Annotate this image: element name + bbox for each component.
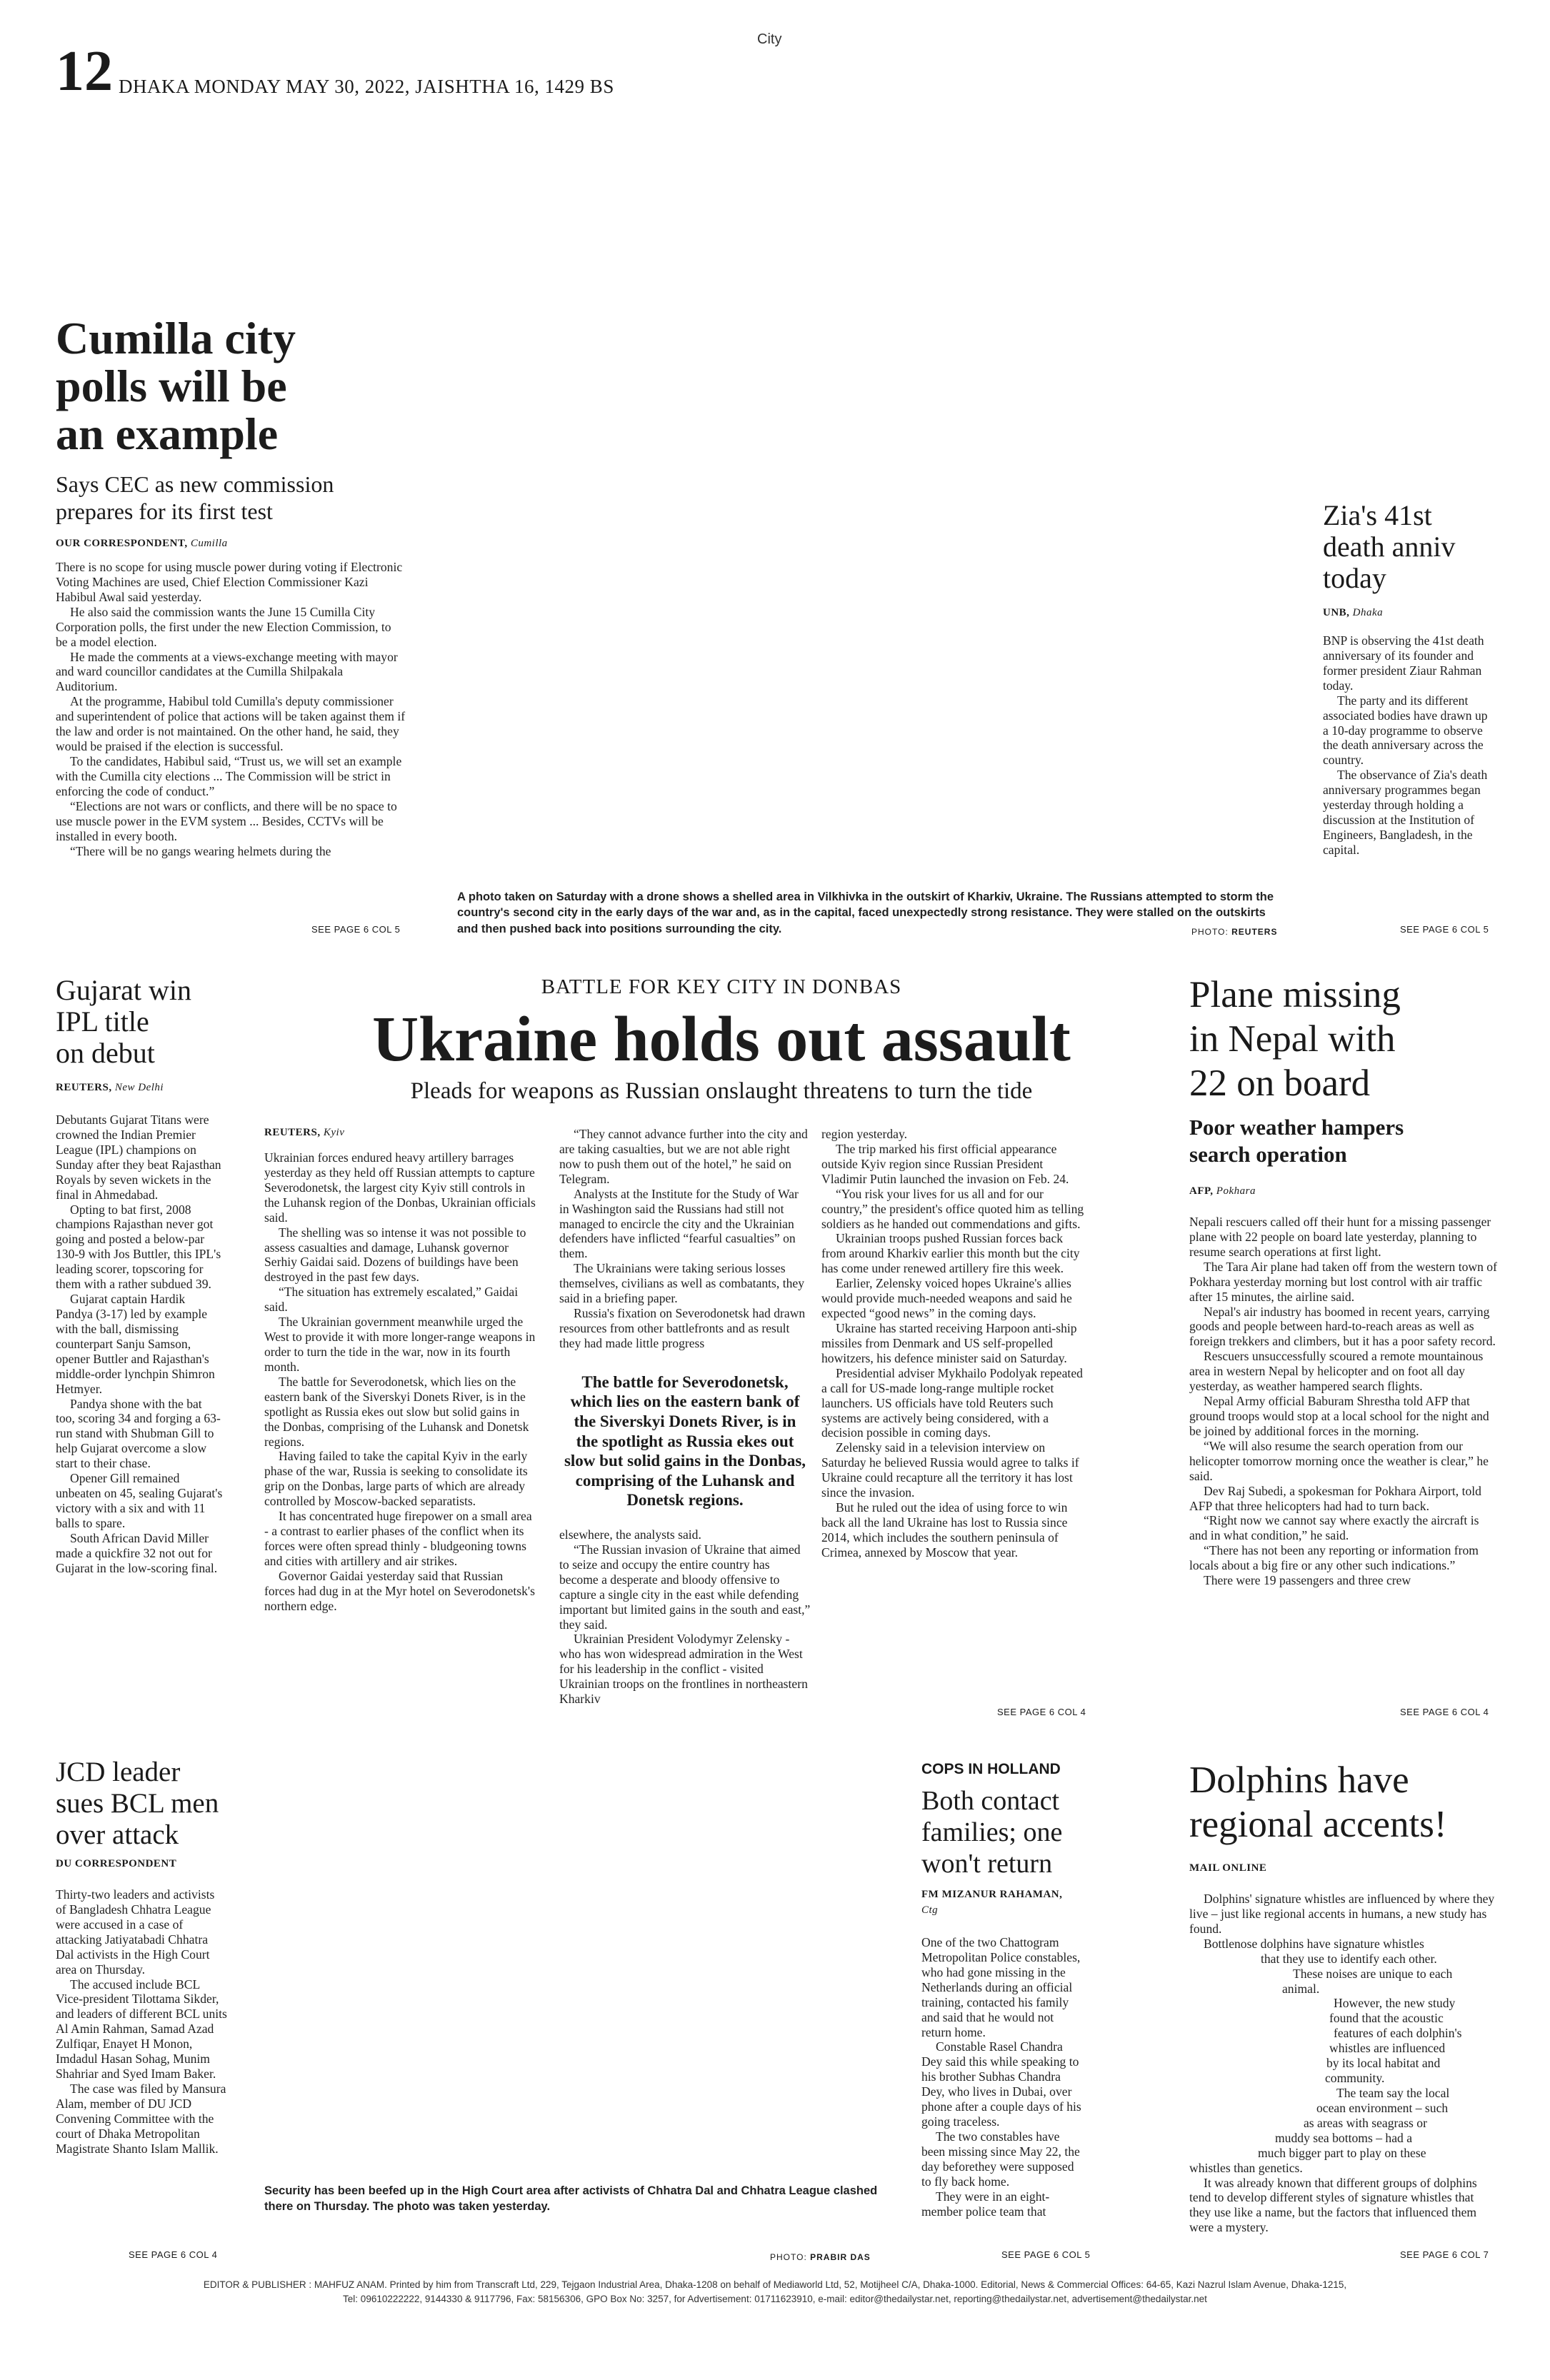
paragraph: elsewhere, the analysts said. (559, 1527, 701, 1542)
cops-see-page: SEE PAGE 6 COL 5 (1001, 2249, 1091, 2260)
headline-line: polls will be (56, 361, 287, 411)
headline-line: in Nepal with (1189, 1018, 1396, 1060)
gujarat-headline (56, 975, 224, 1069)
zia-byline (1323, 607, 1494, 619)
paragraph: Gujarat captain Hardik Pandya (3-17) led by example with the ball, dismissing counterpart Sanju Samson, opener Buttler and Rajasthan's middle-order lynchpin Shimron Hetmyer. (56, 1292, 215, 1396)
gujarat-story (56, 975, 224, 1576)
imprint-line: Tel: 09610222222, 9144330 & 9117796, Fax: 58156306, GPO Box No: 3257, for Advertisement: 01711623910, e-mail: editor@thedailystar.net, reporting@thedailystar.net, advertisement@thedailystar.net (343, 2293, 1207, 2304)
subhead-line: prepares for its first test (56, 498, 273, 524)
paragraph: Russia's fixation on Severodonetsk had drawn resources from other battlefronts and as result they had made little progress (559, 1306, 806, 1350)
paragraph: BNP is observing the 41st death anniversary of its founder and former president Ziaur Rahman today. (1323, 633, 1484, 693)
wrap-line: These noises are unique to each (1293, 1966, 1453, 1981)
paragraph: Opener Gill remained unbeaten on 45, sealing Gujarat's victory with a six and with 11 balls to spare. (56, 1471, 223, 1530)
cumilla-see-page: SEE PAGE 6 COL 5 (311, 924, 401, 935)
high-court-photo-credit (770, 2252, 871, 2262)
ukraine-col1-body (264, 1150, 536, 1614)
subhead-line: search operation (1189, 1142, 1347, 1167)
headline-line: over attack (56, 1819, 179, 1850)
paragraph: Zelensky said in a television interview on Saturday he believed Russia would agree to talks if Ukraine could recapture all the territory it has lost since the invasion. (821, 1440, 1079, 1500)
paragraph: The party and its different associated bodies have drawn up a 10-day programme to observe the death anniversary across the country. (1323, 693, 1488, 768)
wrap-line: found that the acoustic (1329, 2011, 1444, 2026)
paragraph: Ukraine has started receiving Harpoon anti-ship missiles from Denmark and US self-propelled howitzers, his defence minister said on Saturday. (821, 1320, 1077, 1365)
headline-line: today (1323, 562, 1386, 594)
wrap-line: as areas with seagrass or (1304, 2115, 1427, 2130)
paragraph: The shelling was so intense it was not possible to assess casualties and damage, Luhansk governor Serhiy Gaidai said. Dozens of buildings have been destroyed in the past few days. (264, 1225, 526, 1285)
nepal-headline (1189, 973, 1498, 1105)
ukraine-subhead: Pleads for weapons as Russian onslaught threatens to turn the tide (410, 1078, 1033, 1104)
paragraph: Nepal Army official Baburam Shrestha told AFP that ground troops would stop at a local school for the night and be joined by additional forces in the morning. (1189, 1394, 1489, 1438)
byline-place: Kyiv (323, 1127, 345, 1138)
dolphins-body (1189, 1892, 1498, 2235)
page-number: 12 (56, 40, 113, 103)
wrap-line: much bigger part to play on these (1258, 2145, 1426, 2160)
paragraph: Opting to bat first, 2008 champions Rajasthan never got going and posted a below-par 130-9 with Jos Buttler, this IPL's leading scorer, topscoring for them with a rather subdued 39. (56, 1202, 221, 1292)
wrap-line: muddy sea bottoms – had a (1275, 2130, 1413, 2145)
paragraph: Constable Rasel Chandra Dey said this while speaking to his brother Subhas Chandra Dey, who lives in Dubai, over phone after a couple days of his going traceless. (921, 2039, 1081, 2129)
nepal-story (1189, 973, 1498, 1588)
paragraph: Dolphins' signature whistles are influenced by where they live – just like regional accents in humans, a new study has found. (1189, 1892, 1495, 1936)
paragraph: “You risk your lives for us all and for our country,” the president's office quoted him as telling soldiers as he handed out commendations and gifts. (821, 1186, 1084, 1231)
byline-place: New Delhi (114, 1082, 164, 1093)
wrap-line: The team say the local (1336, 2085, 1450, 2100)
credit-name: REUTERS (1231, 927, 1278, 937)
paragraph: Nepali rescuers called off their hunt for a missing passenger plane with 22 people on board late yesterday, planning to resume search operations at first light. (1189, 1215, 1491, 1259)
wrap-line: by its local habitat and (1326, 2056, 1441, 2071)
paragraph: There is no scope for using muscle power during voting if Electronic Voting Machines are used, Chief Election Commissioner Kazi Habibul Awal said yesterday. (56, 560, 403, 604)
cops-story (921, 1761, 1086, 2219)
headline-line: won't return (921, 1849, 1053, 1879)
headline-line: Plane missing (1189, 974, 1401, 1015)
paragraph: To the candidates, Habibul said, “Trust us, we will set an example with the Cumilla city elections ... The Commission will be strict in enforcing the code of conduct.” (56, 753, 402, 798)
paragraph: Ukrainian forces endured heavy artillery barrages yesterday as they held off Russian attempts to capture Severodonetsk, the largest city Kyiv still controls in the Luhansk region of the Donbas, Ukrainian officials said. (264, 1150, 536, 1225)
paragraph: “Right now we cannot say where exactly the aircraft is and in what condition,” he said. (1189, 1513, 1479, 1543)
drone-photo-caption: A photo taken on Saturday with a drone shows a shelled area in Vilkhivka in the outskirt of Kharkiv, Ukraine. The Russians attempted to storm the country's second city in the early days of the war and, as in the capital, faced unexpectedly strong resistance. They were stalled on the outskirts and then pushed back into positions surrounding the city. (457, 890, 1274, 935)
nepal-see-page: SEE PAGE 6 COL 4 (1400, 1707, 1489, 1717)
headline-line: Zia's 41st (1323, 499, 1432, 531)
paragraph: Analysts at the Institute for the Study of War in Washington said the Russians had still not managed to encircle the city and the Ukrainian defenders have inflicted “fearful casualties” on them. (559, 1186, 799, 1261)
headline-line: death anniv (1323, 531, 1456, 563)
headline-line: regional accents! (1189, 1804, 1447, 1845)
cops-headline (921, 1785, 1086, 1879)
paragraph: At the programme, Habibul told Cumilla's deputy commissioner and superintendent of police that actions will be taken against them if the law and order is not maintained. On the other hand, he said, they would be praised if the election is successful. (56, 694, 406, 754)
byline-place: Pokhara (1216, 1185, 1256, 1197)
paragraph: The Ukrainians were taking serious losses themselves, civilians as well as combatants, they said in a briefing paper. (559, 1261, 804, 1306)
paragraph: “We will also resume the search operation from our helicopter tomorrow morning once the weather is clear,” he said. (1189, 1438, 1489, 1483)
byline-agency: REUTERS, (56, 1082, 112, 1093)
byline-place: Dhaka (1352, 607, 1384, 618)
wrap-line: However, the new study (1334, 1996, 1456, 2011)
paragraph: Rescuers unsuccessfully scoured a remote mountainous area in western Nepal by helicopter and on foot all day yesterday, as weather hampered search flights. (1189, 1349, 1484, 1394)
paragraph: “They cannot advance further into the city and are taking casualties, but we are not able right now to push them out of the hotel,” he said on Telegram. (559, 1127, 808, 1186)
paragraph: The trip marked his first official appearance outside Kyiv region since Russian President Vladimir Putin launched the invasion on Feb. 24. (821, 1141, 1069, 1186)
subhead-line: Poor weather hampers (1189, 1115, 1404, 1140)
headline-line: Both contact (921, 1786, 1060, 1816)
byline-agency: FM MIZANUR RAHAMAN, (921, 1889, 1063, 1900)
cops-byline (921, 1887, 1086, 1918)
cumilla-subhead (56, 471, 406, 525)
cops-body (921, 1935, 1084, 2219)
gujarat-body (56, 1113, 224, 1576)
subhead-line: Says CEC as new commission (56, 471, 334, 497)
paragraph: “The Russian invasion of Ukraine that aimed to seize and occupy the entire country has become a desperate and bloody offensive to capture a single city in the east while defending important but limited gains in the south and east,” they said. (559, 1542, 811, 1632)
paragraph: Presidential adviser Mykhailo Podolyak repeated a call for US-made long-range multiple rocket launchers. US officials have told Reuters such systems are actively being considered, with a decision possible in coming days. (821, 1365, 1083, 1440)
dolphins-story (1189, 1758, 1498, 2235)
paragraph: Ukrainian President Volodymyr Zelensky - who has won widespread admiration in the West for his leadership in the conflict - visited Ukrainian troops on the frontlines in northeastern Kharkiv (559, 1632, 808, 1707)
ukraine-col2-top (559, 1127, 811, 1351)
cops-kicker: COPS IN HOLLAND (921, 1761, 1061, 1777)
nepal-body (1189, 1215, 1498, 1588)
paragraph: He also said the commission wants the June 15 Cumilla City Corporation polls, the first under the new Election Commission, to be a model election. (56, 604, 391, 649)
paragraph: South African David Miller made a quickfire 32 not out for Gujarat in the low-scoring final. (56, 1530, 218, 1575)
paragraph: The observance of Zia's death anniversary programmes began yesterday through holding a discussion at the Institution of Engineers, Bangladesh, in the capital. (1323, 768, 1488, 857)
dolphins-byline: MAIL ONLINE (1189, 1862, 1267, 1874)
ukraine-kicker: BATTLE FOR KEY CITY IN DONBAS (541, 975, 902, 998)
nepal-subhead (1189, 1114, 1498, 1168)
paragraph: The case was filed by Mansura Alam, member of DU JCD Convening Committee with the court of Dhaka Metropolitan Magistrate Shanto Islam Mallik. (56, 2081, 226, 2156)
paragraph: “There will be no gangs wearing helmets during the (70, 843, 331, 858)
headline-line: on debut (56, 1037, 155, 1069)
paragraph: Nepal's air industry has boomed in recent years, carrying goods and people between hard-to-reach areas as well as foreign trekkers and climbers, but it has a poor safety record. (1189, 1304, 1496, 1349)
wrap-line: whistles than genetics. (1189, 2160, 1303, 2175)
imprint-line: EDITOR & PUBLISHER : MAHFUZ ANAM. Printed by him from Transcraft Ltd, 229, Tejgaon Industrial Area, Dhaka-1208 on behalf of Mediaworld Ltd, 52, Motijheel C/A, Dhaka-1000. Editorial, News & Commercial Offices: 64-65, Kazi Nazrul Islam Avenue, Dhaka-1215, (203, 2279, 1347, 2290)
ukraine-headline: Ukraine holds out assault (372, 1004, 1071, 1075)
credit-label: PHOTO: (770, 2252, 807, 2262)
wrap-line: Bottlenose dolphins have signature whistles (1204, 1936, 1424, 1951)
paragraph: They were in an eight-member police team that (921, 2189, 1050, 2219)
jcd-story (56, 1757, 236, 2156)
wrap-line: whistles are influenced (1329, 2041, 1446, 2056)
cumilla-byline (56, 538, 406, 550)
paragraph: The Tara Air plane had taken off from the western town of Pokhara yesterday morning but lost control with air traffic after 15 minutes, the airline said. (1189, 1259, 1497, 1304)
wrap-line: features of each dolphin's (1334, 2026, 1462, 2041)
ukraine-col2-bottom (559, 1527, 811, 1707)
cumilla-headline (56, 314, 406, 458)
dolphins-see-page: SEE PAGE 6 COL 7 (1400, 2249, 1489, 2260)
credit-label: PHOTO: (1191, 927, 1229, 937)
high-court-photo (264, 1757, 900, 2185)
paragraph: The battle for Severodonetsk, which lies on the eastern bank of the Siverskyi Donets River, is in the spotlight as Russia ekes out slow but solid gains in the Donbas, comprising of the Luhansk and Donetsk regions. (264, 1374, 529, 1449)
ukraine-col2 (559, 1127, 811, 1707)
paragraph: Pandya shone with the bat too, scoring 34 and forging a 63-run stand with Shubman Gill to help Gujarat overcome a slow start to their chase. (56, 1396, 221, 1471)
wrap-line: that they use to identify each other. (1261, 1951, 1437, 1966)
cumilla-story (56, 314, 406, 858)
byline-place: Cumilla (190, 538, 228, 549)
paragraph: Dev Raj Subedi, a spokesman for Pokhara Airport, told AFP that three helicopters had had to turn back. (1189, 1483, 1481, 1513)
zia-see-page: SEE PAGE 6 COL 5 (1400, 924, 1489, 935)
zia-story (1323, 500, 1494, 858)
paragraph: It was already known that different groups of dolphins tend to develop different styles of signature whistles that they use like a name, but the factors that influenced them were a mystery. (1189, 2175, 1477, 2235)
wrap-line: ocean environment – such (1316, 2100, 1449, 2115)
ukraine-see-page: SEE PAGE 6 COL 4 (997, 1707, 1086, 1717)
dolphins-headline (1189, 1758, 1498, 1847)
paragraph: “Elections are not wars or conflicts, and there will be no space to use muscle power in the EVM system ... Besides, CCTVs will be installed in every booth. (56, 798, 397, 843)
paragraph: Having failed to take the capital Kyiv in the early phase of the war, Russia is seeking to consolidate its grip on the Donbas, large parts of which are already controlled by Moscow-backed separatists. (264, 1449, 528, 1509)
jcd-headline (56, 1757, 236, 1851)
headline-line: an example (56, 408, 279, 459)
wrap-line: community. (1325, 2071, 1385, 2086)
cumilla-body (56, 560, 406, 858)
paragraph: Earlier, Zelensky voiced hopes Ukraine's allies would provide much-needed weapons and said he expected “good news” in the coming days. (821, 1276, 1072, 1321)
jcd-see-page: SEE PAGE 6 COL 4 (129, 2249, 218, 2260)
wrap-line: animal. (1282, 1981, 1320, 1996)
dateline: DHAKA MONDAY MAY 30, 2022, JAISHTHA 16, 1429 BS (119, 76, 614, 97)
paragraph: He made the comments at a views-exchange meeting with mayor and ward councillor candidates at the Cumilla Shilpakala Auditorium. (56, 649, 398, 694)
byline-agency: AFP, (1189, 1185, 1214, 1197)
paragraph: It has concentrated huge firepower on a small area - a contrast to earlier phases of the conflict when its forces were often spread thinly - bludgeoning towns and cities with artillery and air strikes. (264, 1509, 532, 1568)
headline-line: families; one (921, 1817, 1063, 1847)
jcd-byline: DU CORRESPONDENT (56, 1858, 177, 1869)
high-court-photo-caption: Security has been beefed up in the High Court area after activists of Chhatra Dal and Chhatra League clashed there on Thursday. The photo was taken yesterday. (264, 2184, 878, 2214)
headline-line: JCD leader (56, 1757, 181, 1787)
byline-place: Ctg (921, 1904, 939, 1916)
nepal-byline (1189, 1185, 1498, 1197)
jcd-body (56, 1887, 227, 2156)
zia-body (1323, 633, 1494, 858)
paragraph: Thirty-two leaders and activists of Bangladesh Chhatra League were accused in a case of attacking Jatiyatabadi Chhatra Dal activists in the High Court area on Thursday. (56, 1887, 215, 1977)
byline-agency: REUTERS, (264, 1127, 321, 1138)
ukraine-col3 (821, 1127, 1086, 1560)
ukraine-pull-quote: The battle for Severodonetsk, which lies on the eastern bank of the Siverskyi Donets River, is in the spotlight as Russia ekes out slow but solid gains in the Donbas, comprising of the Luhansk and Donetsk regions. (564, 1372, 806, 1510)
section-label: City (757, 31, 782, 47)
headline-line: IPL title (56, 1005, 149, 1038)
imprint-footer (86, 2278, 1464, 2306)
credit-name: PRABIR DAS (810, 2252, 871, 2262)
paragraph: The two constables have been missing since May 22, the day beforethey were supposed to fly back home. (921, 2129, 1080, 2189)
headline-line: sues BCL men (56, 1788, 219, 1819)
ukraine-byline (264, 1127, 536, 1139)
ukraine-col3-body (821, 1127, 1086, 1560)
paragraph: The accused include BCL Vice-president Tilottama Sikder, and leaders of different BCL units Al Amin Rahman, Samad Azad Zulfiqar, Enayet H Monon, Imdadul Hasan Sohag, Munim Shahriar and Syed Imam Baker. (56, 1977, 227, 2082)
paragraph: Debutants Gujarat Titans were crowned the Indian Premier League (IPL) champions on Sunday after they beat Rajasthan Royals by seven wickets in the final in Ahmedabad. (56, 1113, 221, 1202)
headline-line: Cumilla city (56, 313, 296, 363)
byline-agency: OUR CORRESPONDENT, (56, 538, 188, 549)
paragraph: “There has not been any reporting or information from locals about a big fire or any other such indications.” (1189, 1543, 1479, 1573)
paragraph: But he ruled out the idea of using force to win back all the land Ukraine has lost to Russia since 2014, which includes the southern peninsula of Crimea, annexed by Moscow that year. (821, 1500, 1068, 1560)
zia-headline (1323, 500, 1494, 594)
drone-photo-credit (1191, 927, 1277, 937)
paragraph: Governor Gaidai yesterday said that Russian forces had dug in at the Myr hotel on Severodonetsk's northern edge. (264, 1568, 535, 1613)
headline-line: 22 on board (1189, 1063, 1371, 1104)
headline-line: Dolphins have (1189, 1759, 1409, 1801)
gujarat-byline (56, 1082, 224, 1094)
ukraine-col1 (264, 1127, 536, 1614)
paragraph: region yesterday. (821, 1127, 908, 1141)
paragraph: The Ukrainian government meanwhile urged the West to provide it with more longer-range weapons in order to turn the tide in the war, now in its fourth month. (264, 1315, 536, 1374)
headline-line: Gujarat win (56, 974, 191, 1006)
drone-photo (457, 214, 1286, 885)
paragraph: There were 19 passengers and three crew (1204, 1573, 1411, 1588)
paragraph: “The situation has extremely escalated,” Gaidai said. (264, 1285, 519, 1315)
byline-agency: UNB, (1323, 607, 1350, 618)
paragraph: Ukrainian troops pushed Russian forces back from around Kharkiv earlier this month but the city has come under renewed artillery fire this week. (821, 1231, 1080, 1276)
paragraph: One of the two Chattogram Metropolitan Police constables, who had gone missing in the Netherlands during an official training, contacted his family and said that he would not return home. (921, 1935, 1081, 2039)
